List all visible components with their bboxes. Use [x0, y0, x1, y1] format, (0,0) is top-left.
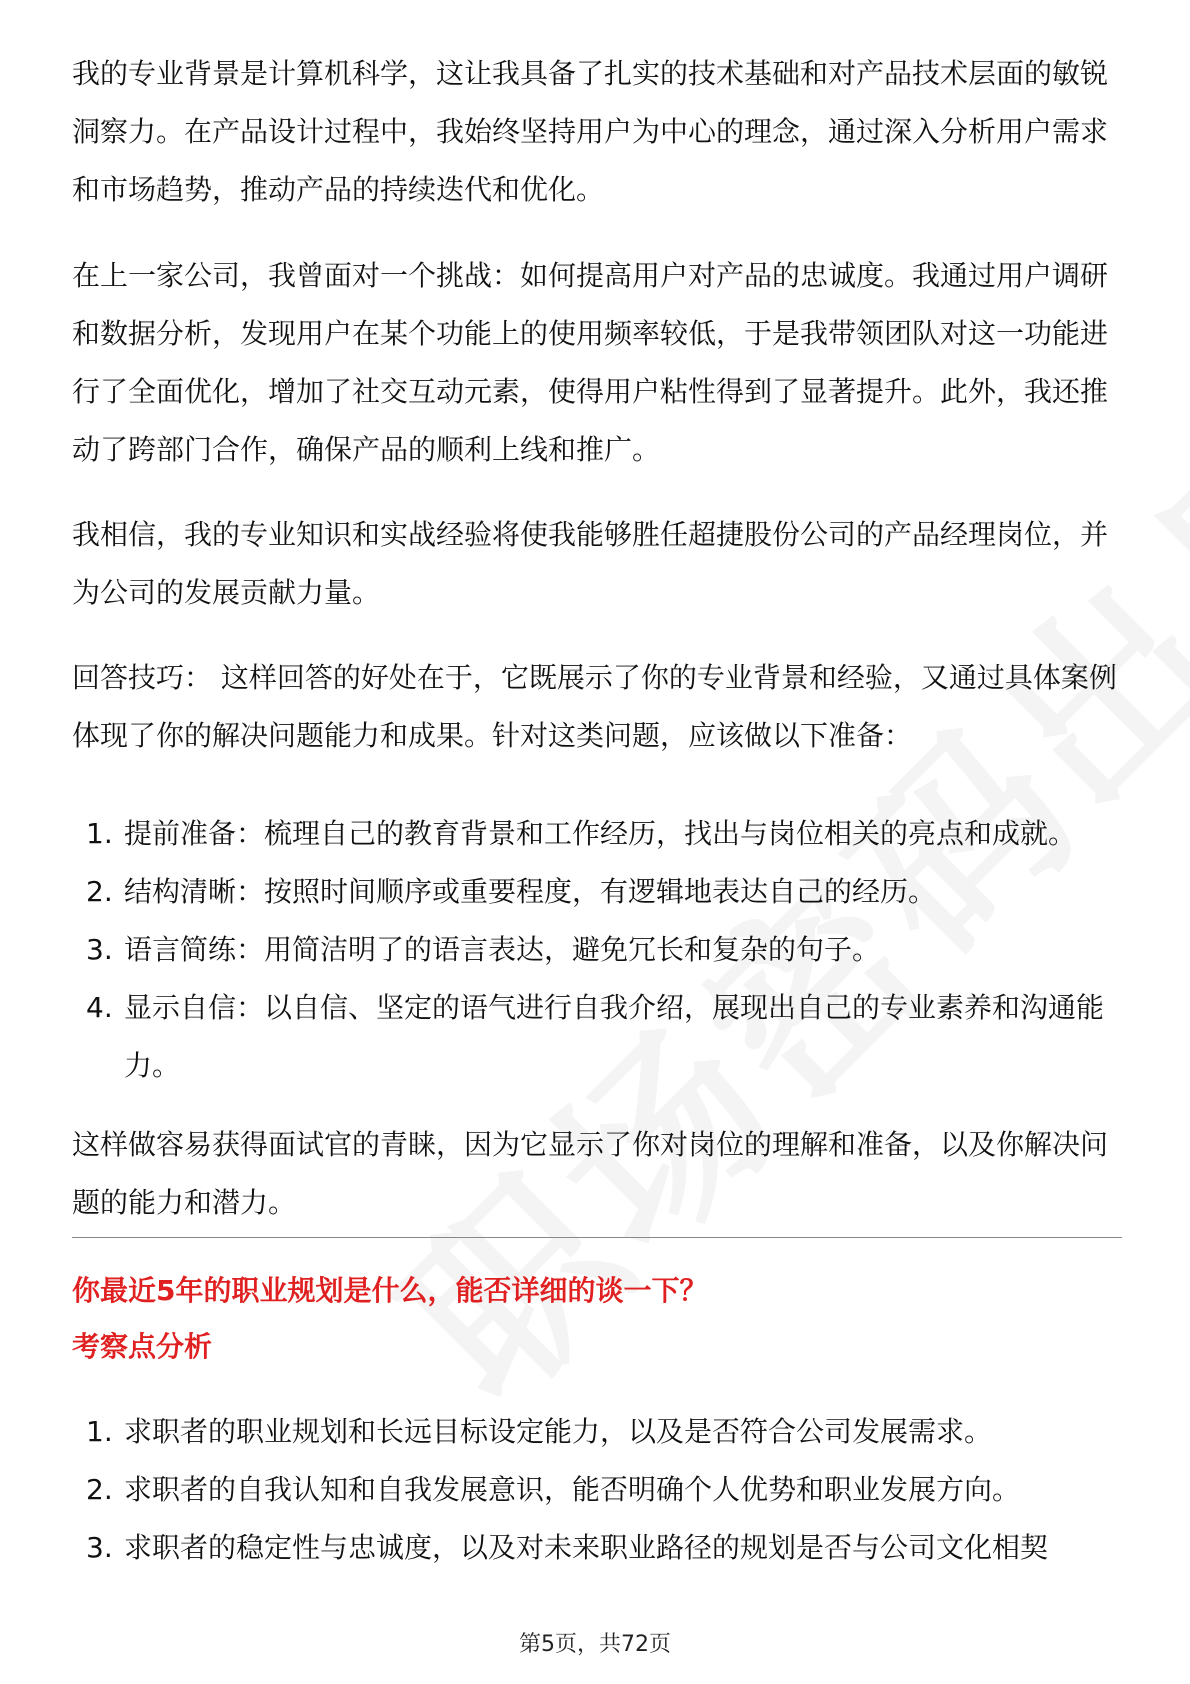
- list-item-text: 语言简练：用简洁明了的语言表达，避免冗长和复杂的句子。: [124, 933, 881, 966]
- list-item: [72, 1519, 1122, 1577]
- list-item-text: 结构清晰：按照时间顺序或重要程度，有逻辑地表达自己的经历。: [124, 875, 937, 908]
- list-item-text: 求职者的自我认知和自我发展意识，能否明确个人优势和职业发展方向。: [124, 1473, 1021, 1506]
- list-item-text: 求职者的稳定性与忠诚度，以及对未来职业路径的规划是否与公司文化相契: [124, 1531, 1049, 1564]
- paragraph-conclusion: 这样做容易获得面试官的青睐，因为它显示了你对岗位的理解和准备，以及你解决问题的能力和潜力。: [72, 1128, 1109, 1219]
- list-item: [72, 863, 1122, 921]
- analysis-list: [72, 1403, 1122, 1577]
- paragraph-belief: 我相信，我的专业知识和实战经验将使我能够胜任超捷股份公司的产品经理岗位，并为公司的发展贡献力量。: [72, 518, 1109, 609]
- list-item: [72, 921, 1122, 979]
- list-number: 2.: [86, 875, 113, 908]
- paragraph-background: 我的专业背景是计算机科学，这让我具备了扎实的技术基础和对产品技术层面的敏锐洞察力。在产品设计过程中，我始终坚持用户为中心的理念，通过深入分析用户需求和市场趋势，推动产品的持续迭代和优化。: [72, 57, 1109, 206]
- list-number: 3.: [86, 933, 113, 966]
- interview-question: 你最近5年的职业规划是什么，能否详细的谈一下？: [72, 1274, 708, 1307]
- list-number: 4.: [86, 991, 113, 1024]
- list-number: 1.: [86, 817, 113, 850]
- analysis-heading: 考察点分析: [72, 1330, 213, 1363]
- list-item-text: 显示自信：以自信、坚定的语气进行自我介绍，展现出自己的专业素养和沟通能力。: [124, 991, 1105, 1082]
- section-divider: [72, 1237, 1122, 1238]
- list-item: [72, 979, 1122, 1095]
- list-item: [72, 1461, 1122, 1519]
- paragraph-challenge: 在上一家公司，我曾面对一个挑战：如何提高用户对产品的忠诚度。我通过用户调研和数据分析，发现用户在某个功能上的使用频率较低，于是我带领团队对这一功能进行了全面优化，增加了社交互动元素，使得用户粘性得到了显著提升。此外，我还推动了跨部门合作，确保产品的顺利上线和推广。: [72, 259, 1109, 466]
- paragraph-answer-tips: 回答技巧： 这样回答的好处在于，它既展示了你的专业背景和经验，又通过具体案例体现了你的解决问题能力和成果。针对这类问题，应该做以下准备：: [72, 661, 1117, 752]
- list-item: [72, 1403, 1122, 1461]
- list-number: 1.: [86, 1415, 113, 1448]
- list-number: 2.: [86, 1473, 113, 1506]
- list-number: 3.: [86, 1531, 113, 1564]
- list-item: [72, 805, 1122, 863]
- list-item-text: 求职者的职业规划和长远目标设定能力，以及是否符合公司发展需求。: [124, 1415, 993, 1448]
- tips-list: [72, 805, 1122, 1095]
- list-item-text: 提前准备：梳理自己的教育背景和工作经历，找出与岗位相关的亮点和成就。: [124, 817, 1077, 850]
- page-footer: 第5页，共72页: [519, 1632, 671, 1657]
